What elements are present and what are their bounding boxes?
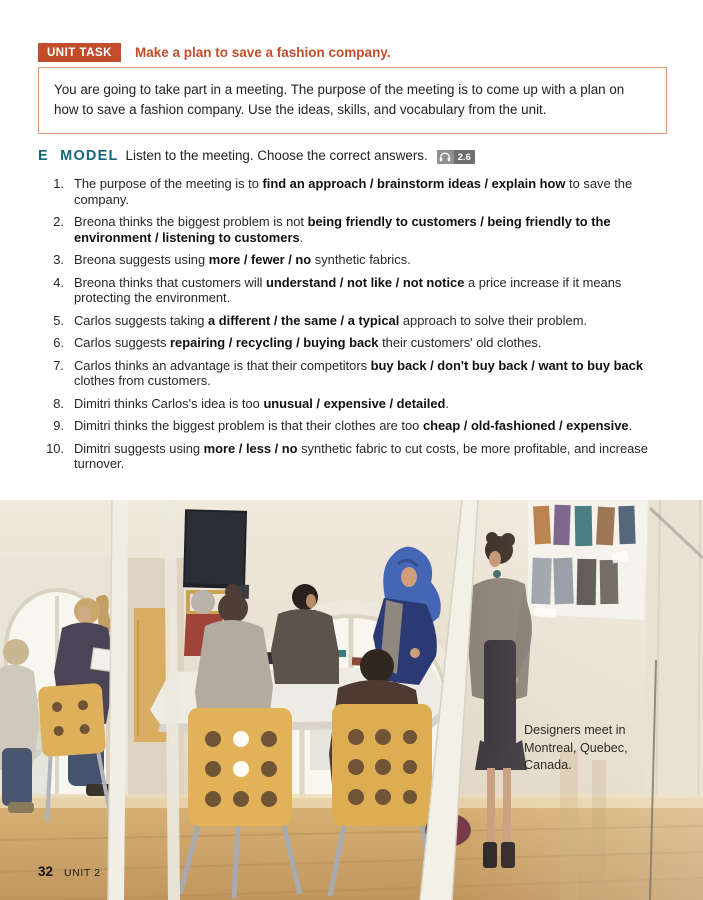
question-number: 3. bbox=[53, 252, 64, 267]
question-item bbox=[38, 313, 660, 329]
model-activity-heading bbox=[38, 147, 667, 164]
question-item bbox=[38, 418, 660, 434]
question-item bbox=[38, 275, 660, 306]
question-number: 1. bbox=[53, 176, 64, 191]
audio-track-badge bbox=[437, 150, 475, 164]
activity-letter: E bbox=[38, 148, 49, 164]
question-number: 7. bbox=[53, 357, 64, 373]
tv-screen bbox=[183, 509, 251, 599]
page-footer bbox=[38, 864, 101, 879]
question-text: Dimitri thinks the biggest problem is that their clothes are too cheap / old-fashioned / expensive. bbox=[74, 418, 633, 433]
page-number: 32 bbox=[38, 864, 54, 879]
question-number: 8. bbox=[53, 395, 64, 411]
question-text: Dimitri suggests using more / less / no synthetic fabric to cut costs, be more profitable, and increase turnover. bbox=[74, 440, 648, 471]
headphones-icon bbox=[437, 150, 454, 164]
question-text: Carlos suggests repairing / recycling / buying back their customers' old clothes. bbox=[74, 335, 542, 350]
question-text: The purpose of the meeting is to find an approach / brainstorm ideas / explain how to save the company. bbox=[74, 176, 633, 207]
question-text: Carlos suggests taking a different / the same / a typical approach to solve their problem. bbox=[74, 312, 588, 328]
question-item bbox=[38, 441, 660, 472]
question-number: 10. bbox=[46, 440, 64, 456]
audio-track-number: 2.6 bbox=[454, 150, 475, 164]
question-number: 5. bbox=[53, 312, 64, 328]
question-text: Breona thinks that customers will understand / not like / not notice a price increase if it means protecting the environment. bbox=[74, 274, 622, 305]
question-item bbox=[38, 214, 660, 245]
unit-task-header bbox=[38, 43, 667, 62]
task-instruction-text: You are going to take part in a meeting. The purpose of the meeting is to come up with a plan on how to save a fashion company. Use the ideas, skills, and vocabulary from the unit. bbox=[54, 82, 625, 118]
unit-task-badge: UNIT TASK bbox=[38, 43, 121, 62]
question-text: Breona thinks the biggest problem is not being friendly to customers / being friendly to the environment / listening to customers. bbox=[74, 214, 611, 245]
task-instruction-box bbox=[38, 67, 667, 134]
unit-task-title: Make a plan to save a fashion company. bbox=[134, 45, 391, 60]
meeting-photo-illustration bbox=[0, 500, 703, 900]
question-text: Dimitri thinks Carlos's idea is too unusual / expensive / detailed. bbox=[74, 395, 449, 411]
question-item bbox=[38, 335, 660, 351]
question-number: 9. bbox=[53, 418, 64, 433]
activity-instruction: Listen to the meeting. Choose the correct answers. bbox=[125, 148, 428, 163]
question-item bbox=[38, 358, 660, 389]
question-text: Breona suggests using more / fewer / no synthetic fabrics. bbox=[74, 252, 411, 267]
question-item bbox=[38, 396, 660, 412]
photo-caption: Designers meet in Montreal, Quebec, Canada. bbox=[524, 723, 628, 773]
question-text: Carlos thinks an advantage is that their competitors buy back / don't buy back / want to buy back clothes from customers. bbox=[74, 357, 644, 388]
question-item bbox=[38, 252, 660, 268]
question-list bbox=[38, 176, 660, 479]
question-number: 4. bbox=[53, 274, 64, 290]
question-item bbox=[38, 176, 660, 207]
unit-label: UNIT 2 bbox=[64, 867, 101, 879]
question-number: 2. bbox=[53, 214, 64, 229]
meeting-photo bbox=[0, 500, 703, 900]
question-number: 6. bbox=[53, 335, 64, 350]
activity-label: MODEL bbox=[60, 148, 119, 164]
